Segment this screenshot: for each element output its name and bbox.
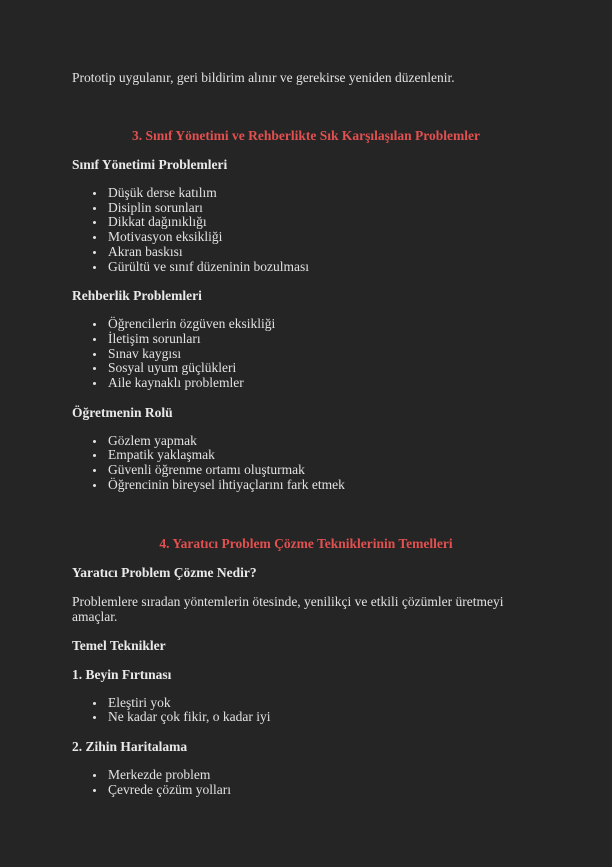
list-item: • Dikkat dağınıklığı — [106, 215, 540, 230]
list-item: • Çevrede çözüm yolları — [106, 783, 540, 798]
list-item: • Sınav kaygısı — [106, 347, 540, 362]
list-item: • Aile kaynaklı problemler — [106, 376, 540, 391]
list-item: • Güvenli öğrenme ortamı oluşturmak — [106, 463, 540, 478]
list-item: • Akran baskısı — [106, 245, 540, 260]
list-item: • Motivasyon eksikliği — [106, 230, 540, 245]
list-beyin-firtinasi — [72, 696, 540, 725]
heading-ogretmenin-rolu: Öğretmenin Rolü — [72, 404, 173, 420]
list-item: • Düşük derse katılım — [106, 186, 540, 201]
paragraph-yaratici-aciklama: Problemlere sıradan yöntemlerin ötesinde, yenilikçi ve etkili çözümler üretmeyi amaçlar. — [72, 593, 504, 624]
list-item: • Gözlem yapmak — [106, 434, 540, 449]
section-4-heading: 4. Yaratıcı Problem Çözme Tekniklerinin Temelleri — [159, 535, 453, 551]
heading-rehberlik-problemleri: Rehberlik Problemleri — [72, 288, 202, 304]
list-item: • Öğrencilerin özgüven eksikliği — [106, 317, 540, 332]
section-3-heading: 3. Sınıf Yönetimi ve Rehberlikte Sık Karşılaşılan Problemler — [132, 128, 480, 143]
heading-sinif-yonetimi-problemleri: Sınıf Yönetimi Problemleri — [72, 157, 228, 172]
list-item: • Empatik yaklaşmak — [106, 448, 540, 463]
heading-zihin-haritalama: 2. Zihin Haritalama — [72, 738, 188, 754]
heading-beyin-firtinasi: 1. Beyin Fırtınası — [72, 666, 172, 682]
list-item: • Disiplin sorunları — [106, 201, 540, 216]
list-item: • Öğrencinin bireysel ihtiyaçlarını fark etmek — [106, 478, 540, 493]
list-item: • Merkezde problem — [106, 768, 540, 783]
list-rehberlik — [72, 317, 540, 391]
list-zihin-haritalama — [72, 768, 540, 797]
list-ogretmen-rolu — [72, 434, 540, 493]
list-item: • Gürültü ve sınıf düzeninin bozulması — [106, 260, 540, 275]
list-item: • İletişim sorunları — [106, 332, 540, 347]
list-item: • Eleştiri yok — [106, 696, 540, 711]
list-item: • Sosyal uyum güçlükleri — [106, 361, 540, 376]
list-sinif-yonetimi — [72, 186, 540, 274]
paragraph-prototip: Prototip uygulanır, geri bildirim alınır ve gerekirse yeniden düzenlenir. — [72, 70, 455, 85]
heading-yaratici-problem-cozme-nedir: Yaratıcı Problem Çözme Nedir? — [72, 564, 257, 580]
list-item: • Ne kadar çok fikir, o kadar iyi — [106, 710, 540, 725]
heading-temel-teknikler: Temel Teknikler — [72, 637, 166, 653]
